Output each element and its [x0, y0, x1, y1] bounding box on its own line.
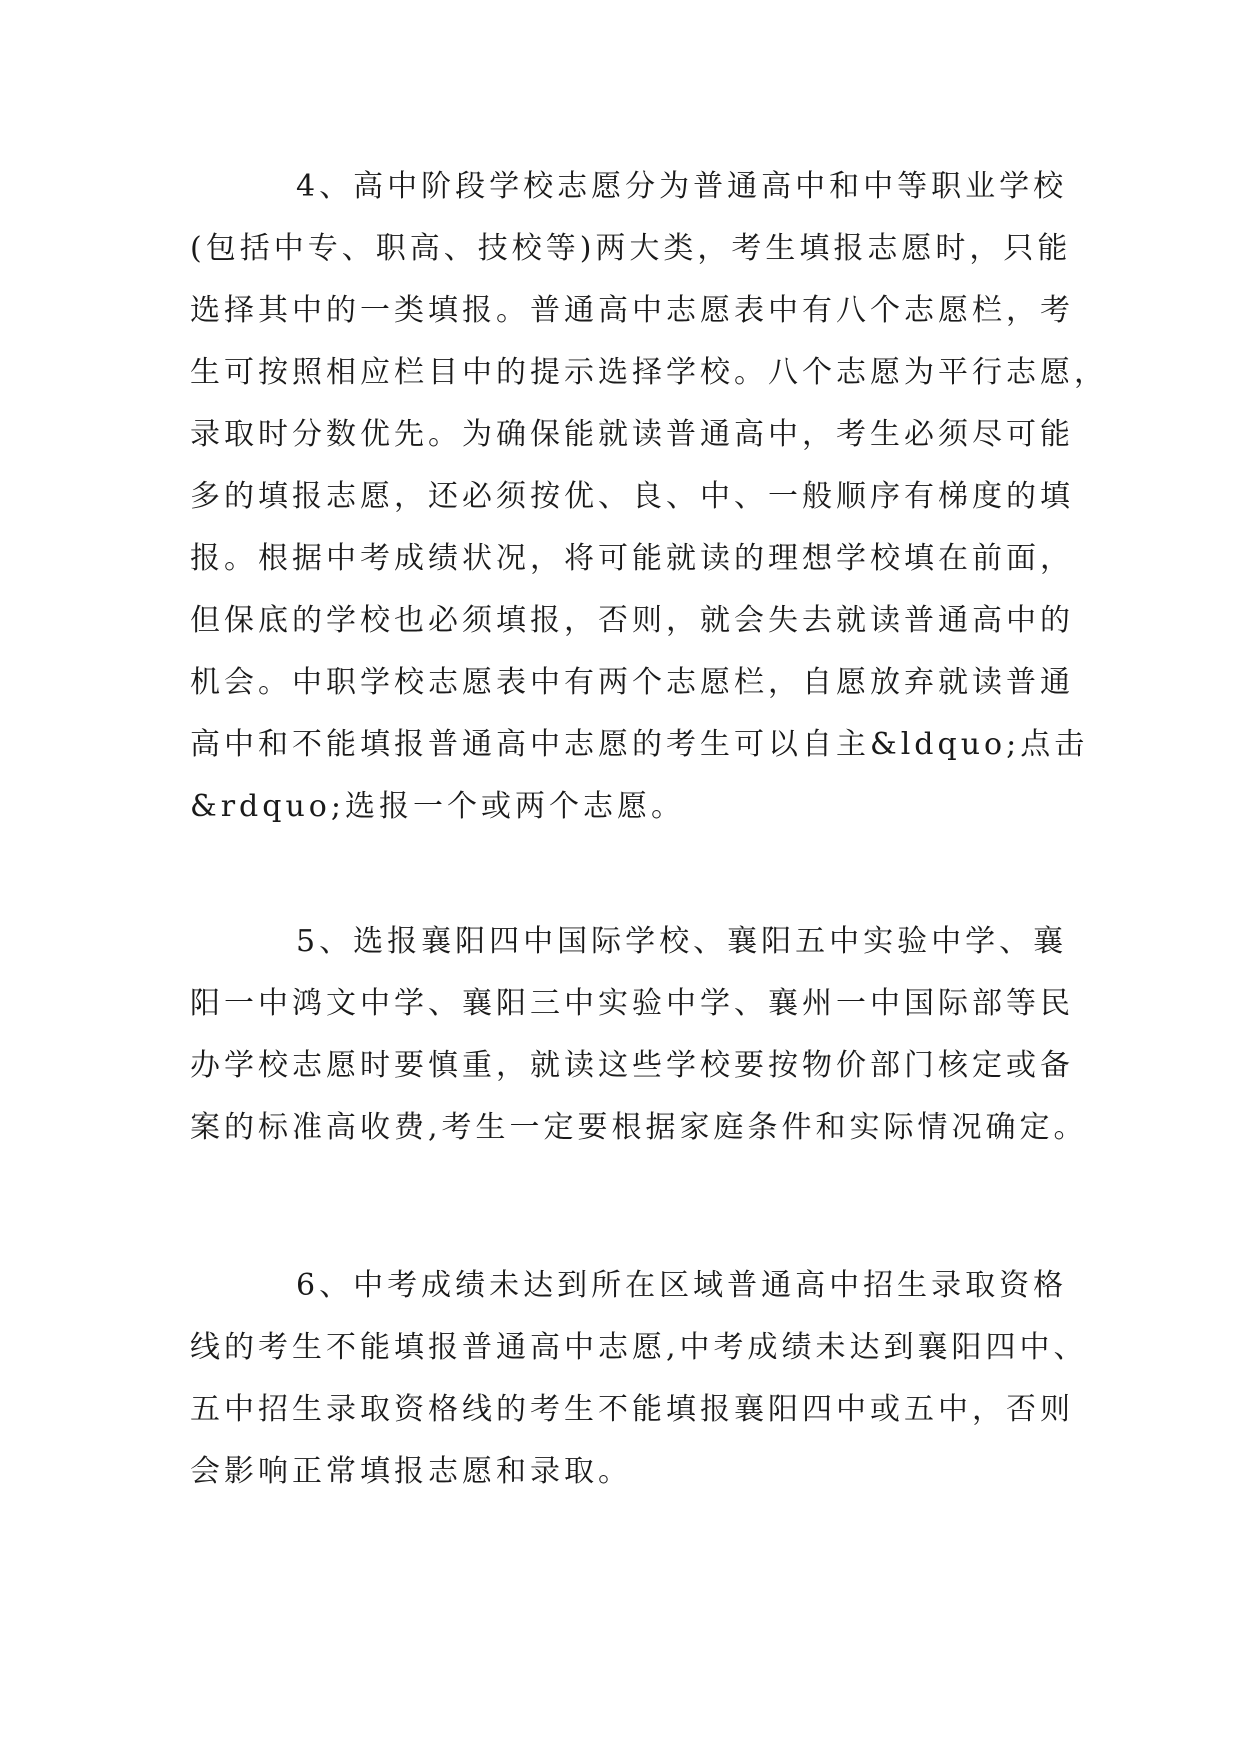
- paragraph-line: 办学校志愿时要慎重，就读这些学校要按物价部门核定或备: [190, 1048, 1074, 1083]
- paragraph-line: &rdquo;选报一个或两个志愿。: [190, 789, 685, 824]
- paragraph-line: 线的考生不能填报普通高中志愿,中考成绩未达到襄阳四中、: [190, 1330, 1088, 1365]
- paragraph-line: 案的标准高收费,考生一定要根据家庭条件和实际情况确定。: [190, 1110, 1088, 1145]
- paragraph-line: (包括中专、职高、技校等)两大类，考生填报志愿时，只能: [190, 231, 1072, 266]
- paragraph-line: 高中和不能填报普通高中志愿的考生可以自主&ldquo;点击: [190, 727, 1089, 762]
- paragraph-line: 但保底的学校也必须填报，否则，就会失去就读普通高中的: [190, 603, 1074, 638]
- paragraph-line: 机会。中职学校志愿表中有两个志愿栏，自愿放弃就读普通: [190, 665, 1074, 700]
- paragraph-line: 生可按照相应栏目中的提示选择学校。八个志愿为平行志愿，: [190, 355, 1108, 390]
- paragraph-line: 5、选报襄阳四中国际学校、襄阳五中实验中学、襄: [296, 924, 1068, 959]
- paragraph-line: 6、中考成绩未达到所在区域普通高中招生录取资格: [296, 1268, 1068, 1303]
- paragraph-4: [190, 156, 1108, 838]
- paragraph-line: 报。根据中考成绩状况，将可能就读的理想学校填在前面，: [190, 541, 1074, 576]
- paragraph-line: 多的填报志愿，还必须按优、良、中、一般顺序有梯度的填: [190, 479, 1074, 514]
- paragraph-line: 4、高中阶段学校志愿分为普通高中和中等职业学校: [296, 169, 1068, 204]
- paragraph-line: 阳一中鸿文中学、襄阳三中实验中学、襄州一中国际部等民: [190, 986, 1074, 1021]
- paragraph-5: [190, 911, 1088, 1159]
- paragraph-line: 录取时分数优先。为确保能就读普通高中，考生必须尽可能: [190, 417, 1074, 452]
- paragraph-line: 五中招生录取资格线的考生不能填报襄阳四中或五中，否则: [190, 1392, 1074, 1427]
- paragraph-line: 会影响正常填报志愿和录取。: [190, 1454, 632, 1489]
- paragraph-line: 选择其中的一类填报。普通高中志愿表中有八个志愿栏，考: [190, 293, 1074, 328]
- paragraph-6: [190, 1255, 1088, 1503]
